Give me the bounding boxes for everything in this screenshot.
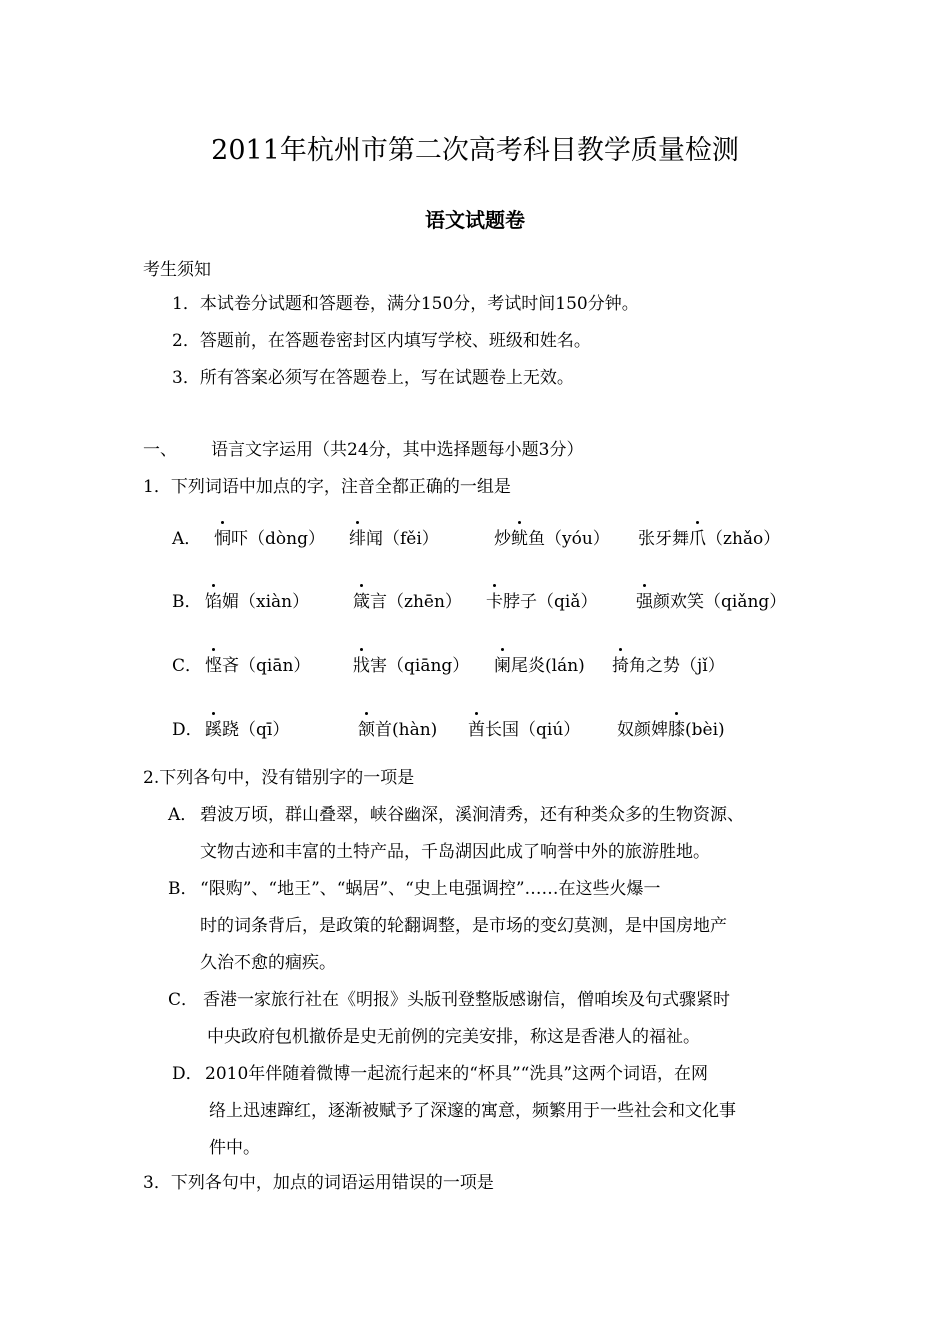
pinyin-word: 绯闻（fěi） (349, 529, 439, 549)
pinyin-word: 掎角之势（jǐ） (612, 656, 725, 676)
option-label: D． (172, 1064, 203, 1084)
pinyin-word: 馅媚（xiàn） (205, 592, 310, 612)
section-heading: 语言文字运用（共24分，其中选择题每小题3分） (211, 440, 584, 460)
emphasis-dot-char: 膝 (668, 720, 685, 740)
option-text-line: 2010年伴随着微博一起流行起来的“杯具”“洗具”这两个词语，在网 (205, 1064, 709, 1084)
emphasis-dot-char: 悭 (205, 656, 222, 676)
emphasis-dot-char: 爪 (689, 529, 706, 549)
exam-subtitle: 语文试题卷 (425, 208, 525, 232)
emphasis-dot-char: 蹊 (205, 720, 222, 740)
pinyin-word: 酋长国（qiú） (468, 720, 581, 740)
emphasis-dot-char: 阑 (494, 656, 511, 676)
emphasis-dot-char: 戕 (353, 656, 370, 676)
option-label: B． (172, 592, 202, 612)
notice-item: 2．答题前，在答题卷密封区内填写学校、班级和姓名。 (172, 331, 591, 351)
option-text-line: 碧波万顷，群山叠翠，峡谷幽深，溪涧清秀，还有种类众多的生物资源、 (200, 805, 744, 825)
emphasis-dot-char: 绯 (349, 529, 366, 549)
option-text-line: “限购”、“地王”、“蜗居”、“史上电强调控”……在这些火爆一 (200, 879, 661, 899)
pinyin-word: 炒鱿鱼（yóu） (494, 529, 610, 549)
pinyin-word: 阑尾炎(lán) (494, 656, 585, 676)
emphasis-dot-char: 颔 (358, 720, 375, 740)
pinyin-word: 恫吓（dòng） (214, 529, 325, 549)
emphasis-dot-char: 恫 (214, 529, 231, 549)
pinyin-word: 悭吝（qiān） (205, 656, 311, 676)
section-number: 一、 (143, 440, 177, 460)
pinyin-word: 颔首(hàn) (358, 720, 438, 740)
emphasis-dot-char: 鱿 (511, 529, 528, 549)
emphasis-dot-char: 掎 (612, 656, 629, 676)
option-label: C． (172, 656, 203, 676)
option-text-line: 久治不愈的痼疾。 (200, 953, 336, 973)
exam-title: 2011年杭州市第二次高考科目教学质量检测 (211, 135, 739, 166)
option-text-line: 中央政府包机撤侨是史无前例的完美安排，称这是香港人的福祉。 (207, 1027, 700, 1047)
question-3-stem: 3．下列各句中，加点的词语运用错误的一项是 (143, 1173, 494, 1193)
pinyin-word: 张牙舞爪（zhǎo） (638, 529, 781, 549)
option-text-line: 香港一家旅行社在《明报》头版刊登整版感谢信，僧咱埃及句式骤紧时 (203, 990, 730, 1010)
pinyin-word: 箴言（zhēn） (353, 592, 462, 612)
option-text-line: 时的词条背后，是政策的轮翻调整，是市场的变幻莫测，是中国房地产 (200, 916, 727, 936)
emphasis-dot-char: 箴 (353, 592, 370, 612)
emphasis-dot-char: 卡 (486, 592, 503, 612)
notice-heading: 考生须知 (143, 260, 211, 280)
pinyin-word: 蹊跷（qī） (205, 720, 290, 740)
pinyin-word: 奴颜婢膝(bèi) (617, 720, 725, 740)
pinyin-word: 强颜欢笑（qiǎng） (636, 592, 787, 612)
option-label: A． (168, 805, 198, 825)
option-label: D． (172, 720, 203, 740)
notice-item: 1．本试卷分试题和答题卷，满分150分，考试时间150分钟。 (172, 294, 639, 314)
question-2-stem: 2.下列各句中，没有错别字的一项是 (143, 768, 415, 788)
pinyin-word: 卡脖子（qiǎ） (486, 592, 598, 612)
notice-item: 3．所有答案必须写在答题卷上，写在试题卷上无效。 (172, 368, 574, 388)
option-label: A． (172, 529, 202, 549)
question-1-stem: 1．下列词语中加点的字，注音全都正确的一组是 (143, 477, 511, 497)
emphasis-dot-char: 酋 (468, 720, 485, 740)
option-label: C． (168, 990, 199, 1010)
option-label: B． (168, 879, 198, 899)
emphasis-dot-char: 强 (636, 592, 653, 612)
option-text-line: 文物古迹和丰富的土特产品，千岛湖因此成了响誉中外的旅游胜地。 (200, 842, 710, 862)
pinyin-word: 戕害（qiāng） (353, 656, 470, 676)
option-text-line: 件中。 (209, 1138, 260, 1158)
emphasis-dot-char: 馅 (205, 592, 222, 612)
option-text-line: 络上迅速蹿红，逐渐被赋予了深邃的寓意，频繁用于一些社会和文化事 (209, 1101, 736, 1121)
